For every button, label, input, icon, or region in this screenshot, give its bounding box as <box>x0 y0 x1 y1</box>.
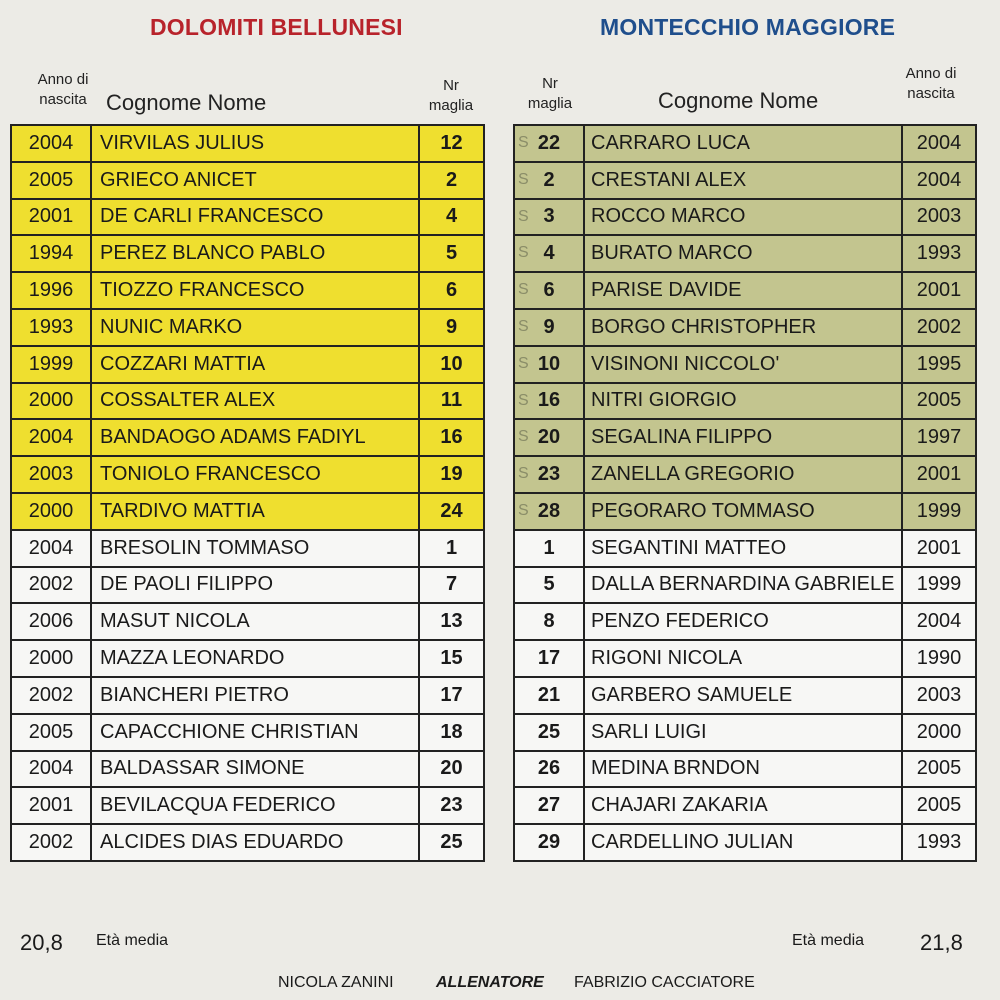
shirt-number-value: 5 <box>543 573 555 596</box>
home-coach: NICOLA ZANINI <box>278 974 394 991</box>
player-name: GARBERO SAMUELE <box>584 677 902 714</box>
shirt-number <box>514 272 584 309</box>
birth-year: 2001 <box>902 456 976 493</box>
birth-year: 2003 <box>902 199 976 236</box>
home-player-row <box>11 787 484 824</box>
shirt-number: 24 <box>419 493 484 530</box>
shirt-number-value: 21 <box>537 683 561 706</box>
home-number-header: Nr maglia <box>428 77 474 114</box>
shirt-number-value: 9 <box>543 315 555 338</box>
home-player-row <box>11 530 484 567</box>
birth-year: 2000 <box>11 493 91 530</box>
player-name: ROCCO MARCO <box>584 199 902 236</box>
away-coach: FABRIZIO CACCIATORE <box>574 974 755 991</box>
shirt-number-value: 4 <box>543 242 555 265</box>
shirt-number-value: 29 <box>537 831 561 854</box>
home-player-row <box>11 640 484 677</box>
shirt-number <box>514 493 584 530</box>
birth-year: 2001 <box>902 530 976 567</box>
shirt-number-value: 8 <box>543 610 555 633</box>
shirt-number-value: 17 <box>537 647 561 670</box>
player-name: BEVILACQUA FEDERICO <box>91 787 419 824</box>
away-player-row <box>514 456 976 493</box>
home-player-row <box>11 235 484 272</box>
starter-mark: S <box>518 501 529 519</box>
away-player-row <box>514 714 976 751</box>
away-player-row <box>514 677 976 714</box>
away-number-header: Nr maglia <box>527 75 573 112</box>
player-name: MASUT NICOLA <box>91 603 419 640</box>
player-name: BIANCHERI PIETRO <box>91 677 419 714</box>
player-name: GRIECO ANICET <box>91 162 419 199</box>
starter-mark: S <box>518 391 529 409</box>
away-player-row <box>514 419 976 456</box>
starter-mark: S <box>518 244 529 262</box>
home-player-row <box>11 346 484 383</box>
home-player-row <box>11 125 484 162</box>
shirt-number <box>514 567 584 604</box>
shirt-number-value: 20 <box>537 426 561 449</box>
away-player-row <box>514 603 976 640</box>
starter-mark: S <box>518 134 529 151</box>
birth-year: 2002 <box>11 677 91 714</box>
shirt-number: 9 <box>419 309 484 346</box>
shirt-number <box>514 677 584 714</box>
shirt-number-value: 10 <box>537 352 561 375</box>
away-avg-age-value: 21,8 <box>920 930 963 955</box>
home-player-row <box>11 567 484 604</box>
away-player-row <box>514 787 976 824</box>
starter-mark: S <box>518 170 529 188</box>
shirt-number: 19 <box>419 456 484 493</box>
player-name: PEREZ BLANCO PABLO <box>91 235 419 272</box>
home-player-row <box>11 419 484 456</box>
home-player-row <box>11 199 484 236</box>
birth-year: 2004 <box>11 125 91 162</box>
birth-year: 1997 <box>902 419 976 456</box>
shirt-number <box>514 309 584 346</box>
player-name: TONIOLO FRANCESCO <box>91 456 419 493</box>
birth-year: 1995 <box>902 346 976 383</box>
shirt-number <box>514 751 584 788</box>
shirt-number-value: 6 <box>543 279 555 302</box>
birth-year: 2004 <box>11 530 91 567</box>
shirt-number <box>514 456 584 493</box>
birth-year: 1999 <box>902 567 976 604</box>
birth-year: 2002 <box>902 309 976 346</box>
away-player-row <box>514 530 976 567</box>
birth-year: 1994 <box>11 235 91 272</box>
away-player-row <box>514 640 976 677</box>
shirt-number: 12 <box>419 125 484 162</box>
birth-year: 2000 <box>11 640 91 677</box>
shirt-number-value: 23 <box>537 463 561 486</box>
starter-mark: S <box>518 354 529 372</box>
shirt-number: 25 <box>419 824 484 861</box>
home-roster-table <box>10 124 485 862</box>
player-name: MAZZA LEONARDO <box>91 640 419 677</box>
shirt-number: 23 <box>419 787 484 824</box>
birth-year: 2000 <box>11 383 91 420</box>
player-name: CHAJARI ZAKARIA <box>584 787 902 824</box>
home-player-row <box>11 272 484 309</box>
birth-year: 2001 <box>11 787 91 824</box>
shirt-number <box>514 383 584 420</box>
shirt-number <box>514 346 584 383</box>
away-player-row <box>514 125 976 162</box>
birth-year: 2000 <box>902 714 976 751</box>
player-name: TARDIVO MATTIA <box>91 493 419 530</box>
player-name: VISINONI NICCOLO' <box>584 346 902 383</box>
home-birth-header: Anno di nascita <box>37 71 89 108</box>
birth-year: 2004 <box>902 603 976 640</box>
starter-mark: S <box>518 281 529 299</box>
birth-year: 2005 <box>902 787 976 824</box>
player-name: BALDASSAR SIMONE <box>91 751 419 788</box>
shirt-number <box>514 640 584 677</box>
birth-year: 1993 <box>902 235 976 272</box>
shirt-number: 1 <box>419 530 484 567</box>
shirt-number: 2 <box>419 162 484 199</box>
away-name-header: Cognome Nome <box>658 88 819 113</box>
away-player-row <box>514 824 976 861</box>
birth-year: 2005 <box>11 162 91 199</box>
shirt-number: 6 <box>419 272 484 309</box>
birth-year: 2002 <box>11 824 91 861</box>
player-name: COSSALTER ALEX <box>91 383 419 420</box>
shirt-number <box>514 714 584 751</box>
shirt-number-value: 2 <box>543 168 555 191</box>
shirt-number <box>514 530 584 567</box>
shirt-number-value: 1 <box>543 536 555 559</box>
player-name: MEDINA BRNDON <box>584 751 902 788</box>
shirt-number-value: 3 <box>543 205 555 228</box>
shirt-number <box>514 419 584 456</box>
coach-role-label: ALLENATORE <box>436 974 544 991</box>
home-player-row <box>11 456 484 493</box>
birth-year: 2003 <box>902 677 976 714</box>
player-name: DALLA BERNARDINA GABRIELE <box>584 567 902 604</box>
birth-year: 2005 <box>902 383 976 420</box>
away-birth-header: Anno di nascita <box>905 65 957 102</box>
home-team-title: DOLOMITI BELLUNESI <box>150 14 403 40</box>
player-name: COZZARI MATTIA <box>91 346 419 383</box>
player-name: DE PAOLI FILIPPO <box>91 567 419 604</box>
home-player-row <box>11 603 484 640</box>
player-name: NUNIC MARKO <box>91 309 419 346</box>
player-name: BANDAOGO ADAMS FADIYL <box>91 419 419 456</box>
shirt-number: 10 <box>419 346 484 383</box>
player-name: PEGORARO TOMMASO <box>584 493 902 530</box>
shirt-number-value: 16 <box>537 389 561 412</box>
birth-year: 2004 <box>902 162 976 199</box>
away-roster-table <box>513 124 977 862</box>
shirt-number-value: 25 <box>537 720 561 743</box>
birth-year: 2001 <box>902 272 976 309</box>
starter-mark: S <box>518 465 529 483</box>
away-avg-age-label: Età media <box>792 932 865 949</box>
player-name: SEGANTINI MATTEO <box>584 530 902 567</box>
birth-year: 2005 <box>902 751 976 788</box>
shirt-number: 5 <box>419 235 484 272</box>
shirt-number <box>514 787 584 824</box>
home-name-header: Cognome Nome <box>106 90 267 115</box>
home-player-row <box>11 493 484 530</box>
player-name: TIOZZO FRANCESCO <box>91 272 419 309</box>
player-name: PENZO FEDERICO <box>584 603 902 640</box>
home-player-row <box>11 383 484 420</box>
birth-year: 1996 <box>11 272 91 309</box>
home-player-row <box>11 824 484 861</box>
birth-year: 2004 <box>902 125 976 162</box>
away-player-row <box>514 272 976 309</box>
birth-year: 2003 <box>11 456 91 493</box>
home-player-row <box>11 751 484 788</box>
away-player-row <box>514 309 976 346</box>
away-player-row <box>514 493 976 530</box>
player-name: RIGONI NICOLA <box>584 640 902 677</box>
birth-year: 2004 <box>11 419 91 456</box>
away-player-row <box>514 383 976 420</box>
away-player-row <box>514 162 976 199</box>
shirt-number: 16 <box>419 419 484 456</box>
shirt-number: 4 <box>419 199 484 236</box>
birth-year: 1999 <box>902 493 976 530</box>
shirt-number <box>514 235 584 272</box>
birth-year: 1993 <box>11 309 91 346</box>
shirt-number: 13 <box>419 603 484 640</box>
birth-year: 1993 <box>902 824 976 861</box>
player-name: ALCIDES DIAS EDUARDO <box>91 824 419 861</box>
shirt-number: 17 <box>419 677 484 714</box>
home-avg-age-label: Età media <box>96 932 169 949</box>
player-name: CRESTANI ALEX <box>584 162 902 199</box>
player-name: NITRI GIORGIO <box>584 383 902 420</box>
birth-year: 2005 <box>11 714 91 751</box>
birth-year: 2001 <box>11 199 91 236</box>
shirt-number <box>514 824 584 861</box>
home-avg-age-value: 20,8 <box>20 930 63 955</box>
player-name: BURATO MARCO <box>584 235 902 272</box>
birth-year: 2004 <box>11 751 91 788</box>
shirt-number <box>514 199 584 236</box>
away-player-row <box>514 751 976 788</box>
shirt-number: 11 <box>419 383 484 420</box>
away-player-row <box>514 567 976 604</box>
player-name: DE CARLI FRANCESCO <box>91 199 419 236</box>
shirt-number: 7 <box>419 567 484 604</box>
player-name: PARISE DAVIDE <box>584 272 902 309</box>
player-name: ZANELLA GREGORIO <box>584 456 902 493</box>
shirt-number <box>514 603 584 640</box>
starter-mark: S <box>518 317 529 335</box>
shirt-number-value: 22 <box>537 131 561 154</box>
starter-mark: S <box>518 207 529 225</box>
home-player-row <box>11 309 484 346</box>
player-name: BRESOLIN TOMMASO <box>91 530 419 567</box>
away-player-row <box>514 346 976 383</box>
player-name: CAPACCHIONE CHRISTIAN <box>91 714 419 751</box>
home-player-row <box>11 677 484 714</box>
shirt-number-value: 27 <box>537 794 561 817</box>
player-name: CARRARO LUCA <box>584 125 902 162</box>
player-name: CARDELLINO JULIAN <box>584 824 902 861</box>
shirt-number <box>514 162 584 199</box>
shirt-number <box>514 125 584 162</box>
home-player-row <box>11 714 484 751</box>
shirt-number: 15 <box>419 640 484 677</box>
shirt-number-value: 28 <box>537 499 561 522</box>
starter-mark: S <box>518 428 529 446</box>
birth-year: 1999 <box>11 346 91 383</box>
shirt-number: 18 <box>419 714 484 751</box>
away-player-row <box>514 235 976 272</box>
away-player-row <box>514 199 976 236</box>
shirt-number-value: 26 <box>537 757 561 780</box>
player-name: VIRVILAS JULIUS <box>91 125 419 162</box>
birth-year: 1990 <box>902 640 976 677</box>
shirt-number: 20 <box>419 751 484 788</box>
away-team-title: MONTECCHIO MAGGIORE <box>600 14 896 40</box>
player-name: SEGALINA FILIPPO <box>584 419 902 456</box>
player-name: BORGO CHRISTOPHER <box>584 309 902 346</box>
home-player-row <box>11 162 484 199</box>
player-name: SARLI LUIGI <box>584 714 902 751</box>
birth-year: 2002 <box>11 567 91 604</box>
birth-year: 2006 <box>11 603 91 640</box>
